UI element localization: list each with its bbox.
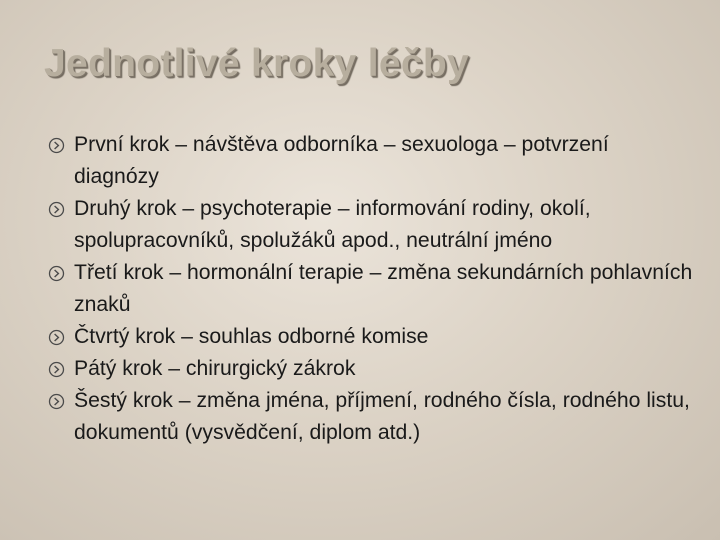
bullet-text: Čtvrtý krok – souhlas odborné komise [74, 325, 429, 348]
bullet-text: Pátý krok – chirurgický zákrok [74, 357, 356, 380]
bullet-text: Třetí krok – hormonální terapie – změna sekundárních pohlavních znaků [74, 261, 693, 316]
bullet-item-4 [48, 321, 698, 353]
circle-chevron-right-icon [48, 265, 65, 282]
circle-chevron-right-icon [48, 201, 65, 218]
bullet-item-5 [48, 353, 698, 385]
bullet-item-1 [48, 129, 698, 193]
bullet-item-2 [48, 193, 698, 257]
bullet-text: Druhý krok – psychoterapie – informování rodiny, okolí, spolupracovníků, spolužáků apod., neutrální jméno [74, 197, 591, 252]
bullet-text: První krok – návštěva odborníka – sexuologa – potvrzení diagnózy [74, 133, 609, 188]
circle-chevron-right-icon [48, 393, 65, 410]
slide-title: Jednotlivé kroky léčby [44, 42, 469, 85]
circle-chevron-right-icon [48, 361, 65, 378]
circle-chevron-right-icon [48, 137, 65, 154]
bullet-item-3 [48, 257, 698, 321]
bullet-text: Šestý krok – změna jména, příjmení, rodného čísla, rodného listu, dokumentů (vysvědčení, diplom atd.) [74, 389, 690, 444]
circle-chevron-right-icon [48, 329, 65, 346]
bullet-list [48, 129, 698, 449]
bullet-item-6 [48, 385, 698, 449]
